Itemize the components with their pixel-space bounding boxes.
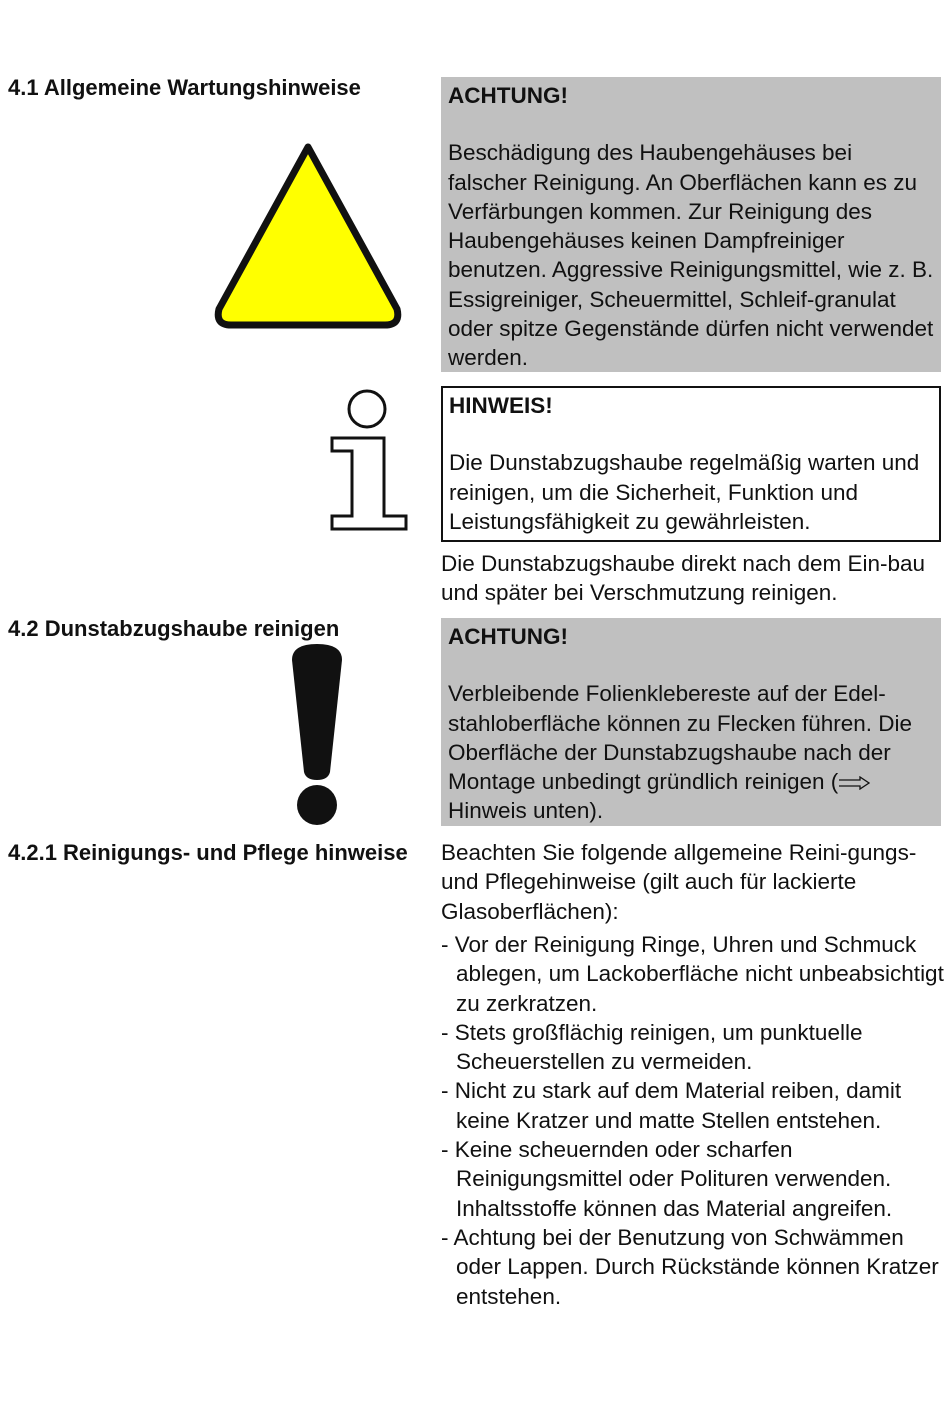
notice-text: Die Dunstabzugshaube regelmäßig warten und reinigen, um die Sicherheit, Funktion und Leistungsfähigkeit zu gewährleisten. <box>449 450 920 534</box>
list-item: - Achtung bei der Benutzung von Schwämmen oder Lappen. Durch Rückstände können Kratzer entstehen. <box>441 1224 939 1309</box>
cleaning-intro-paragraph: Die Dunstabzugshaube direkt nach dem Ein-bau und später bei Verschmutzung reinigen. <box>441 551 926 606</box>
section-heading-4-2: 4.2 Dunstabzugshaube reinigen <box>8 616 340 641</box>
caution-text <box>448 679 935 825</box>
caution-box-adhesive <box>441 618 941 826</box>
caution-title: ACHTUNG! <box>448 83 568 108</box>
list-item: - Vor der Reinigung Ringe, Uhren und Schmuck ablegen, um Lackoberfläche nicht unbeabsichtigt zu zerkratzen. <box>441 932 944 1016</box>
list-item: - Nicht zu stark auf dem Material reiben, damit keine Kratzer und matte Stellen entstehen. <box>441 1078 902 1133</box>
info-icon <box>328 388 410 534</box>
list-item: - Stets großflächig reinigen, um punktuelle Scheuerstellen zu vermeiden. <box>441 1019 863 1075</box>
exclamation-icon <box>286 640 348 830</box>
list-item: - Keine scheuernden oder scharfen Reinigungsmittel oder Polituren verwenden. Inhaltsstoffe können das Material angreifen. <box>441 1137 893 1221</box>
double-arrow-icon <box>838 776 870 790</box>
care-intro-paragraph: Beachten Sie folgende allgemeine Reini-gungs- und Pflegehinweise (gilt auch für lackierte Glasoberflächen): <box>441 840 917 924</box>
section-heading-4-1: 4.1 Allgemeine Wartungshinweise <box>8 75 361 100</box>
caution-box-damage <box>441 77 941 372</box>
caution-text: Beschädigung des Haubengehäuses bei falscher Reinigung. An Oberflächen kann es zu Verfärbungen kommen. Zur Reinigung des Haubengehäuses keinen Dampfreiniger benutzen. Aggressive Reinigungsmittel, wie z. B. Essigreiniger, Scheuermittel, Schleif-granulat oder spitze Gegenstände dürfen nicht verwendet werden. <box>448 140 934 371</box>
reference-note: ( Hinweis unten). <box>448 769 870 823</box>
notice-title: HINWEIS! <box>449 393 553 418</box>
caution-body: Verbleibende Folienklebereste auf der Edel-stahloberfläche können zu Flecken führen. Die Oberfläche der Dunstabzugshaube nach der Montage unbedingt gründlich reinigen <box>448 681 913 795</box>
notice-box-maintenance <box>441 386 941 542</box>
reference-text: Hinweis unten). <box>448 798 604 824</box>
care-instructions-list <box>441 930 946 1311</box>
caution-title: ACHTUNG! <box>448 624 568 649</box>
warning-triangle-icon <box>209 137 407 333</box>
section-heading-4-2-1: 4.2.1 Reinigungs- und Pflege hinweise <box>8 840 408 865</box>
